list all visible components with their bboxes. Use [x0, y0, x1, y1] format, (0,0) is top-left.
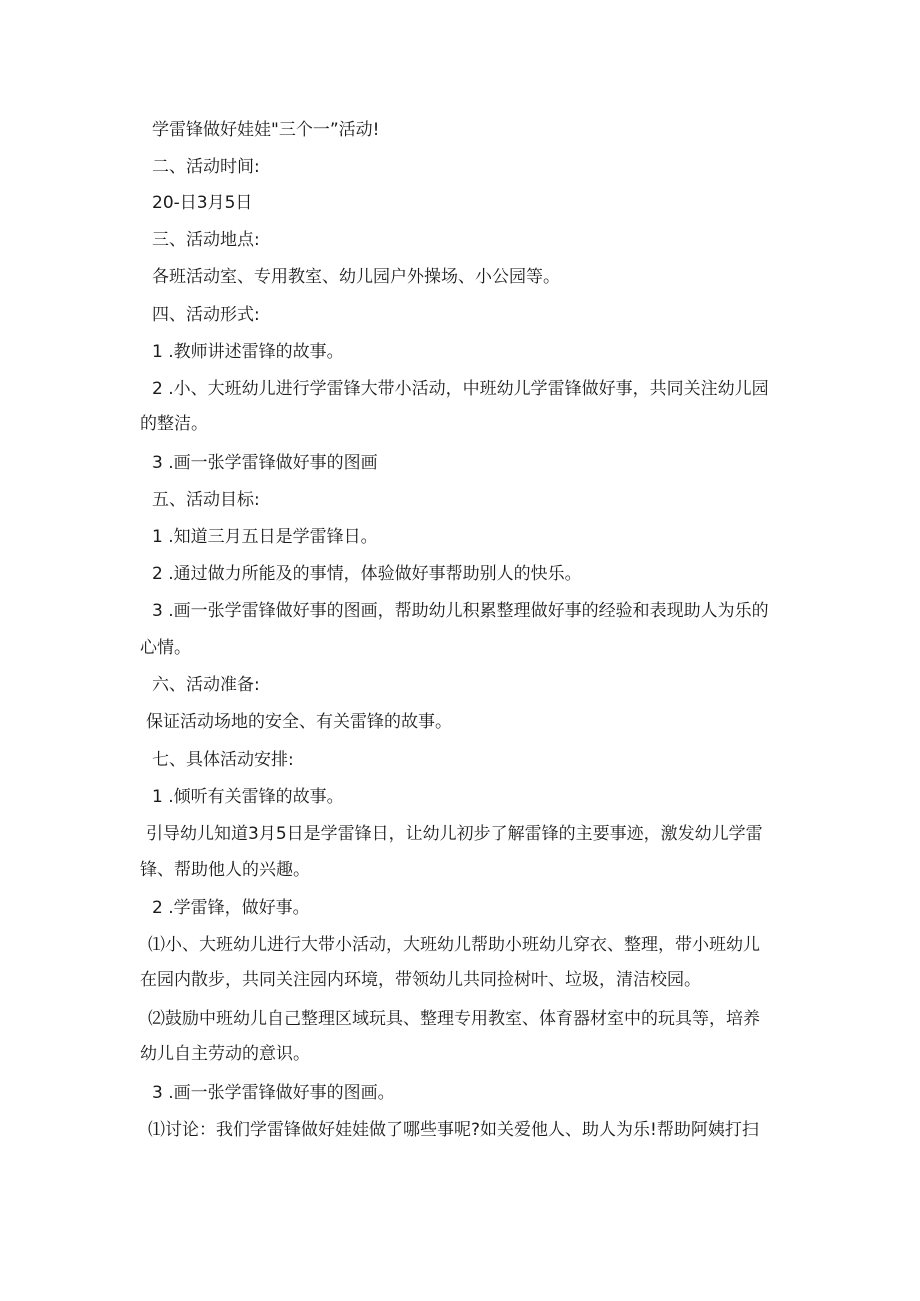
text-line: 引导幼儿知道3月5日是学雷锋日，让幼儿初步了解雷锋的主要事迹，激发幼儿学雷	[146, 824, 763, 844]
list-item: 3 .画一张学雷锋做好事的图画	[152, 453, 378, 473]
list-item: 1 .倾听有关雷锋的故事。	[152, 787, 344, 807]
section-heading-time: 二、活动时间:	[152, 157, 260, 177]
sub-list-item: ⑴小、大班幼儿进行大带小活动，大班幼儿帮助小班幼儿穿衣、整理，带小班幼儿	[148, 935, 760, 955]
text-line: 锋、帮助他人的兴趣。	[140, 860, 310, 880]
section-heading-form: 四、活动形式:	[152, 305, 260, 325]
text-line: 各班活动室、专用教室、幼儿园户外操场、小公园等。	[152, 267, 560, 287]
list-item: 3 .画一张学雷锋做好事的图画，帮助幼儿积累整理做好事的经验和表现助人为乐的	[152, 601, 769, 621]
sub-list-item: ⑴讨论：我们学雷锋做好娃娃做了哪些事呢?如关爱他人、助人为乐!帮助阿姨打扫	[148, 1120, 759, 1140]
text-line: 心情。	[140, 638, 191, 658]
text-line: 学雷锋做好娃娃"三个一”活动!	[152, 120, 380, 140]
section-heading-location: 三、活动地点:	[152, 230, 260, 250]
section-heading-preparation: 六、活动准备:	[152, 675, 260, 695]
text-line: 20-日3月5日	[152, 193, 253, 213]
section-heading-goals: 五、活动目标:	[152, 490, 260, 510]
text-line: 幼儿自主劳动的意识。	[140, 1044, 310, 1064]
list-item: 2 .学雷锋，做好事。	[152, 898, 310, 918]
list-item: 1 .知道三月五日是学雷锋日。	[152, 527, 378, 547]
section-heading-arrangement: 七、具体活动安排:	[152, 750, 294, 770]
text-line: 保证活动场地的安全、有关雷锋的故事。	[146, 712, 452, 732]
sub-list-item: ⑵鼓励中班幼儿自己整理区域玩具、整理专用教室、体育器材室中的玩具等，培养	[148, 1009, 760, 1029]
text-line: 在园内散步，共同关注园内环境，带领幼儿共同捡树叶、垃圾，清洁校园。	[140, 970, 701, 990]
list-item: 1 .教师讲述雷锋的故事。	[152, 342, 344, 362]
text-line: 的整洁。	[140, 414, 208, 434]
list-item: 2 .通过做力所能及的事情，体验做好事帮助别人的快乐。	[152, 564, 582, 584]
list-item: 2 .小、大班幼儿进行学雷锋大带小活动，中班幼儿学雷锋做好事，共同关注幼儿园	[152, 379, 769, 399]
list-item: 3 .画一张学雷锋做好事的图画。	[152, 1083, 395, 1103]
